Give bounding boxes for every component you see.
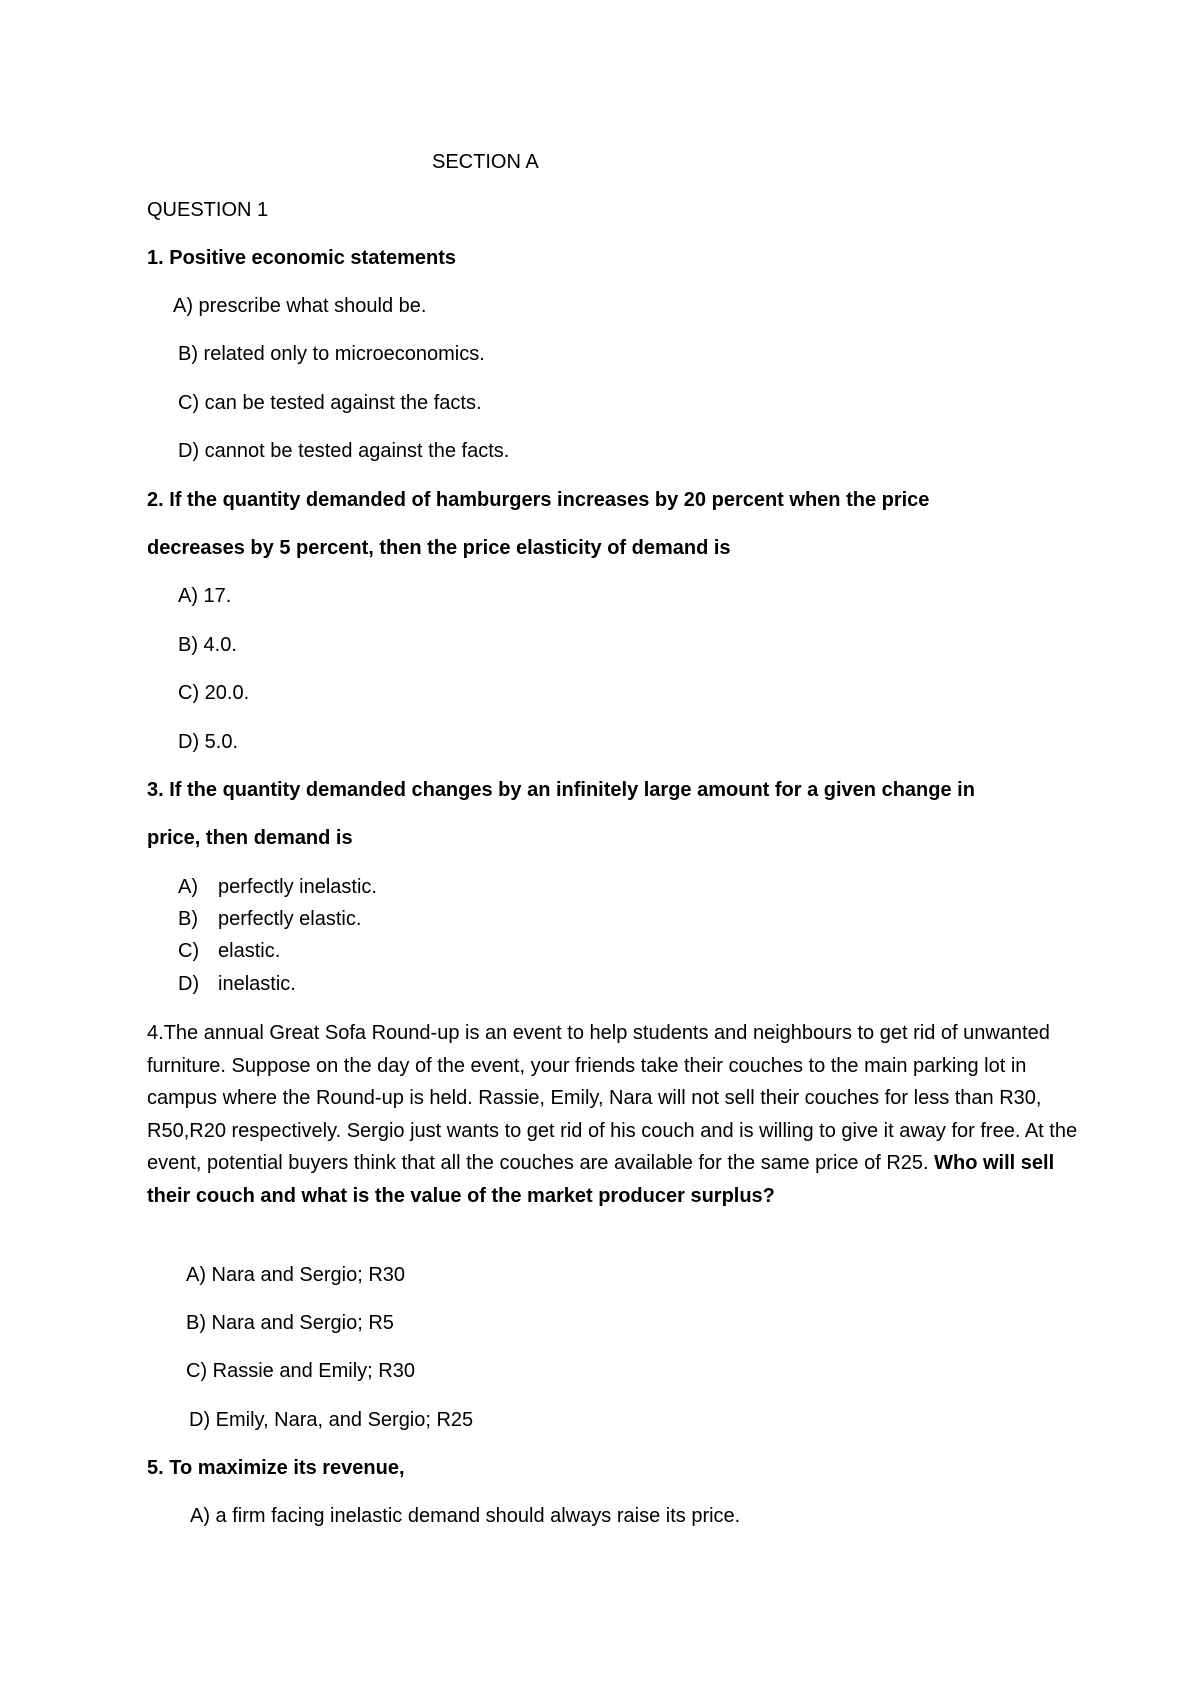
- q2-option-c: C) 20.0.: [178, 682, 250, 704]
- q5-stem: 5. To maximize its revenue,: [147, 1457, 405, 1479]
- q3-option-a-text: perfectly inelastic.: [218, 876, 377, 898]
- q4-option-b: B) Nara and Sergio; R5: [186, 1312, 394, 1334]
- q3-option-b-text: perfectly elastic.: [218, 908, 362, 930]
- q4-option-a: A) Nara and Sergio; R30: [186, 1264, 406, 1286]
- q3-option-d: [178, 972, 296, 996]
- q1-option-c: C) can be tested against the facts.: [178, 392, 482, 414]
- q2-option-d: D) 5.0.: [178, 731, 239, 753]
- q1-stem: 1. Positive economic statements: [147, 247, 457, 269]
- q3-stem-line1: 3. If the quantity demanded changes by an infinitely large amount for a given change in: [147, 779, 975, 801]
- q4-option-d: D) Emily, Nara, and Sergio; R25: [189, 1409, 474, 1431]
- q2-option-a: A) 17.: [178, 585, 232, 607]
- q1-option-b: B) related only to microeconomics.: [178, 343, 485, 365]
- q2-stem-line2: decreases by 5 percent, then the price elasticity of demand is: [147, 537, 731, 559]
- q3-option-a: [178, 875, 377, 899]
- q4-number: 4.: [147, 1022, 164, 1044]
- q4-body: The annual Great Sofa Round-up is an event to help students and neighbours to get rid of unwanted furniture. Suppose on the day of the event, your friends take their couches to the main parking lot in campus where the Round-up is held. Rassie, Emily, Nara will not sell their couches for less than R30, R50,R20 respectively. Sergio just wants to get rid of his couch and is willing to give it away for free. At the event, potential buyers think that all the couches are available for the same price of R25.: [147, 1022, 1078, 1174]
- q3-option-b: [178, 907, 361, 931]
- question-heading: QUESTION 1: [147, 199, 269, 221]
- q2-stem-line1: 2. If the quantity demanded of hamburgers increases by 20 percent when the price: [147, 489, 930, 511]
- q4-paragraph: [147, 1017, 1087, 1212]
- q3-option-a-letter: A): [178, 876, 198, 898]
- q3-option-b-letter: B): [178, 908, 198, 930]
- q3-option-c-text: elastic.: [218, 940, 281, 962]
- q3-option-c-letter: C): [178, 940, 200, 962]
- q1-option-a: A) prescribe what should be.: [173, 295, 427, 317]
- q4-option-c: C) Rassie and Emily; R30: [186, 1360, 415, 1382]
- section-title: SECTION A: [432, 151, 539, 173]
- q3-option-c: [178, 939, 280, 963]
- q5-option-a: A) a firm facing inelastic demand should always raise its price.: [190, 1505, 741, 1527]
- q3-option-d-letter: D): [178, 973, 200, 995]
- q4-question: Who will sell their couch and what is the value of the market producer surplus?: [147, 1152, 1055, 1207]
- q3-option-d-text: inelastic.: [218, 973, 296, 995]
- q3-stem-line2: price, then demand is: [147, 827, 353, 849]
- q2-option-b: B) 4.0.: [178, 634, 237, 656]
- q1-option-d: D) cannot be tested against the facts.: [178, 440, 510, 462]
